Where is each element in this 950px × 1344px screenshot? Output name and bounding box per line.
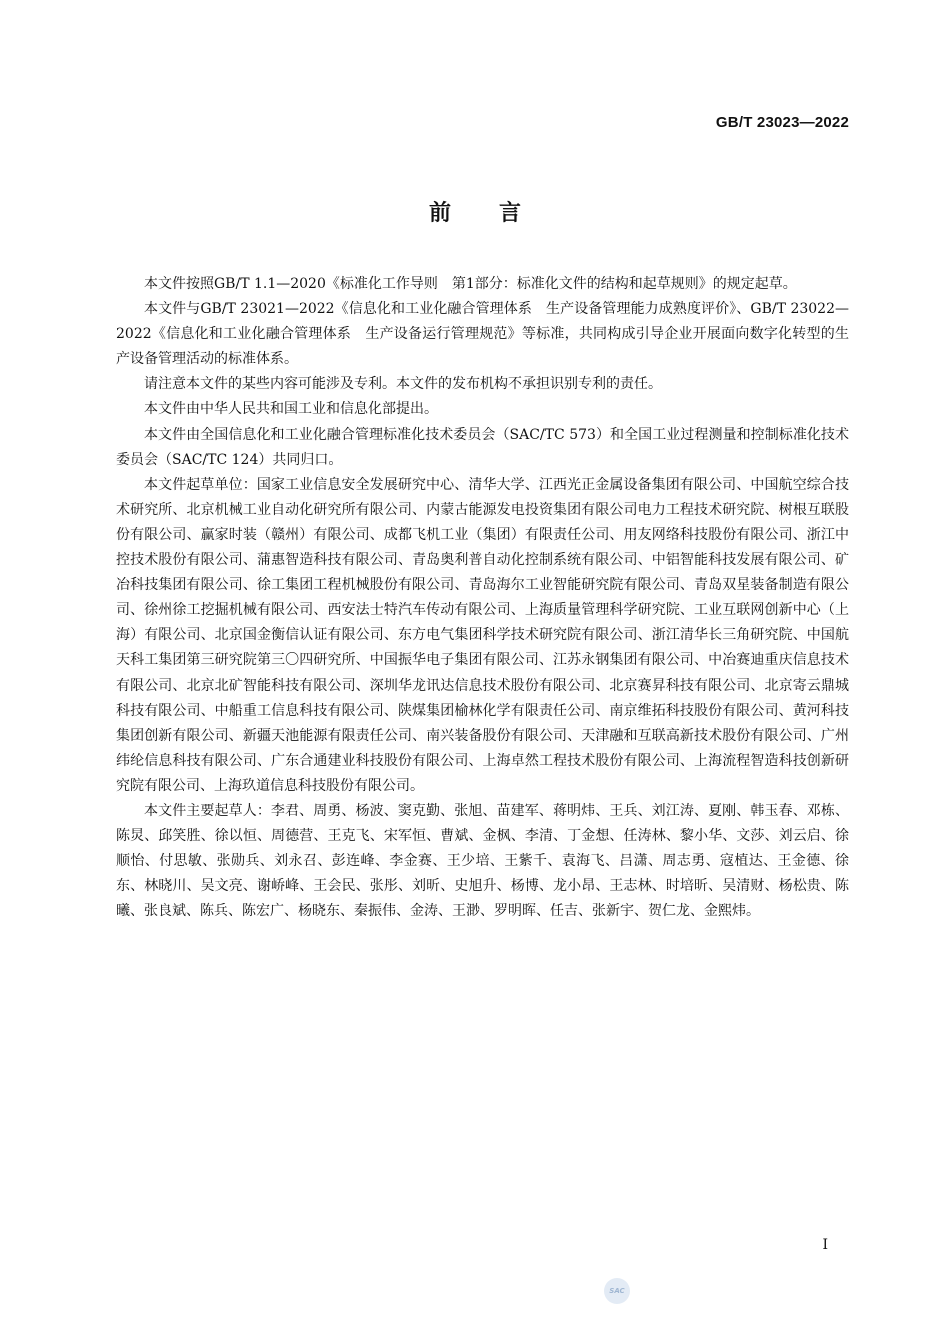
paragraph-drafting-units: 本文件起草单位：国家工业信息安全发展研究中心、清华大学、江西光正金属设备集团有限公司、中国航空综合技术研究所、北京机械工业自动化研究所有限公司、内蒙古能源发电投资集团有限公司电力工程技术研究院、树根互联股份有限公司、赢家时装（赣州）有限公司、成都飞机工业（集团）有限责任公司、用友网络科技股份有限公司、浙江中控技术股份有限公司、蒲惠智造科技有限公司、青岛奥利普自动化控制系统有限公司、中铝智能科技发展有限公司、矿冶科技集团有限公司、徐工集团工程机械股份有限公司、青岛海尔工业智能研究院有限公司、青岛双星装备制造有限公司、徐州徐工挖掘机械有限公司、西安法士特汽车传动有限公司、上海质量管理科学研究院、工业互联网创新中心（上海）有限公司、北京国金衡信认证有限公司、东方电气集团科学技术研究院有限公司、浙江清华长三角研究院、中国航天科工集团第三研究院第三〇四研究所、中国振华电子集团有限公司、江苏永钢集团有限公司、中冶赛迪重庆信息技术有限公司、北京北矿智能科技有限公司、深圳华龙讯达信息技术股份有限公司、北京赛昇科技有限公司、北京寄云鼎城科技有限公司、中船重工信息科技有限公司、陕煤集团榆林化学有限责任公司、南京维拓科技股份有限公司、黄河科技集团创新有限公司、新疆天池能源有限责任公司、南兴装备股份有限公司、天津融和互联高新技术股份有限公司、广州纬纶信息科技有限公司、广东合通建业科技股份有限公司、上海卓然工程技术股份有限公司、上海流程智造科技创新研究院有限公司、上海玖道信息科技股份有限公司。 (116, 476, 849, 794)
paragraph-patent-notice: 请注意本文件的某些内容可能涉及专利。本文件的发布机构不承担识别专利的责任。 (144, 376, 662, 393)
paragraph-drafting-rules: 本文件按照GB/T 1.1—2020《标准化工作导则 第1部分：标准化文件的结构和起草规则》的规定起草。 (144, 276, 797, 292)
paragraph-main-drafters: 本文件主要起草人：李君、周勇、杨波、窦克勤、张旭、苗建军、蒋明炜、王兵、刘江涛、夏刚、韩玉春、邓栋、陈炅、邱笑胜、徐以恒、周德营、王克飞、宋军恒、曹斌、金枫、李清、丁金想、任涛林、黎小华、文莎、刘云启、徐顺怡、付思敏、张勋兵、刘永召、彭连峰、李金赛、王少培、王紫千、袁海飞、吕潇、周志勇、寇植达、王金德、徐东、林晓川、吴文亮、谢峤峰、王会民、张彤、刘昕、史旭升、杨博、龙小昂、王志林、时培昕、吴清财、杨松贵、陈曦、张良斌、陈兵、陈宏广、杨晓东、秦振伟、金涛、王渺、罗明晖、任吉、张新宇、贺仁龙、金熙炜。 (116, 802, 849, 920)
sac-watermark-logo: SAC (604, 1278, 630, 1304)
paragraph-proposer: 本文件由中华人民共和国工业和信息化部提出。 (144, 401, 438, 418)
foreword-body (116, 272, 849, 924)
standard-number: GB/T 23023—2022 (715, 114, 849, 131)
paragraph-centralized-management: 本文件由全国信息化和工业化融合管理标准化技术委员会（SAC/TC 573）和全国工业过程测量和控制标准化技术委员会（SAC/TC 124）共同归口。 (116, 426, 849, 468)
paragraph-related-standards: 本文件与GB/T 23021—2022《信息化和工业化融合管理体系 生产设备管理能力成熟度评价》、GB/T 23022—2022《信息化和工业化融合管理体系 生产设备运行管理规范》等标准，共同构成引导企业开展面向数字化转型的生产设备管理活动的标准体系。 (116, 301, 849, 368)
page-number: I (822, 1237, 828, 1253)
page-title: 前言 (428, 201, 569, 226)
